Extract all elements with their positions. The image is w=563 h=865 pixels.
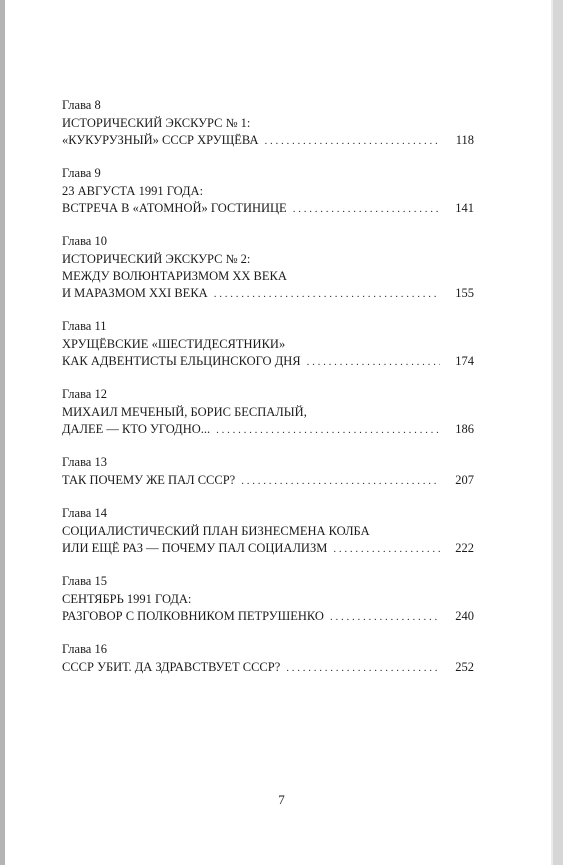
chapter-title-line: ХРУЩЁВСКИЕ «ШЕСТИДЕСЯТНИКИ» bbox=[62, 337, 286, 351]
toc-page-number: 141 bbox=[455, 201, 474, 215]
chapter-label: Глава 8 bbox=[62, 98, 101, 112]
chapter-label: Глава 12 bbox=[62, 387, 107, 401]
dot-leader bbox=[307, 354, 440, 371]
chapter-title-line: ТАК ПОЧЕМУ ЖЕ ПАЛ СССР? bbox=[62, 473, 236, 487]
page-number-folio: 7 bbox=[278, 792, 285, 807]
table-of-contents bbox=[62, 97, 474, 692]
toc-entry bbox=[62, 318, 474, 371]
chapter-label: Глава 13 bbox=[62, 455, 107, 469]
toc-leader-row bbox=[62, 472, 474, 490]
chapter-title-line: ВСТРЕЧА В «АТОМНОЙ» ГОСТИНИЦЕ bbox=[62, 201, 287, 215]
toc-leader-row bbox=[62, 285, 474, 303]
toc-page-number: 118 bbox=[455, 133, 474, 147]
toc-leader-row bbox=[62, 421, 474, 439]
chapter-title-line: МЕЖДУ ВОЛЮНТАРИЗМОМ XX ВЕКА bbox=[62, 269, 287, 283]
chapter-title-line: ДАЛЕЕ — КТО УГОДНО... bbox=[62, 422, 211, 436]
toc-page-number: 207 bbox=[455, 473, 474, 487]
toc-entry bbox=[62, 233, 474, 303]
page-right-edge bbox=[553, 0, 563, 865]
chapter-title-line: 23 АВГУСТА 1991 ГОДА: bbox=[62, 184, 204, 198]
toc-leader-row bbox=[62, 200, 474, 218]
dot-leader bbox=[286, 660, 440, 677]
dot-leader bbox=[333, 541, 440, 558]
dot-leader bbox=[214, 286, 440, 303]
toc-leader-row bbox=[62, 608, 474, 626]
dot-leader bbox=[241, 473, 440, 490]
chapter-title-line: КАК АДВЕНТИСТЫ ЕЛЬЦИНСКОГО ДНЯ bbox=[62, 354, 301, 368]
chapter-label: Глава 14 bbox=[62, 506, 107, 520]
chapter-label: Глава 11 bbox=[62, 319, 107, 333]
toc-leader-row bbox=[62, 659, 474, 677]
chapter-title-line: МИХАИЛ МЕЧЕНЫЙ, БОРИС БЕСПАЛЫЙ, bbox=[62, 405, 307, 419]
toc-entry bbox=[62, 505, 474, 558]
toc-entry bbox=[62, 573, 474, 626]
chapter-title-line: РАЗГОВОР С ПОЛКОВНИКОМ ПЕТРУШЕНКО bbox=[62, 609, 324, 623]
chapter-label: Глава 9 bbox=[62, 166, 101, 180]
dot-leader bbox=[293, 201, 440, 218]
toc-entry bbox=[62, 386, 474, 439]
toc-entry bbox=[62, 97, 474, 150]
chapter-label: Глава 16 bbox=[62, 642, 107, 656]
dot-leader bbox=[216, 422, 440, 439]
chapter-title-line: СЕНТЯБРЬ 1991 ГОДА: bbox=[62, 592, 192, 606]
toc-entry bbox=[62, 165, 474, 218]
toc-leader-row bbox=[62, 353, 474, 371]
dot-leader bbox=[264, 133, 440, 150]
chapter-title-line: ИСТОРИЧЕСКИЙ ЭКСКУРС № 1: bbox=[62, 116, 251, 130]
toc-entry bbox=[62, 454, 474, 490]
chapter-title-line: СОЦИАЛИСТИЧЕСКИЙ ПЛАН БИЗНЕСМЕНА КОЛБА bbox=[62, 524, 370, 538]
chapter-label: Глава 15 bbox=[62, 574, 107, 588]
toc-page-number: 155 bbox=[455, 286, 474, 300]
toc-page-number: 240 bbox=[455, 609, 474, 623]
toc-entry bbox=[62, 641, 474, 677]
chapter-label: Глава 10 bbox=[62, 234, 107, 248]
chapter-title-line: ИЛИ ЕЩЁ РАЗ — ПОЧЕМУ ПАЛ СОЦИАЛИЗМ bbox=[62, 541, 328, 555]
chapter-title-line: «КУКУРУЗНЫЙ» СССР ХРУЩЁВА bbox=[62, 133, 259, 147]
toc-page-number: 174 bbox=[455, 354, 474, 368]
dot-leader bbox=[330, 609, 440, 626]
chapter-title-line: ИСТОРИЧЕСКИЙ ЭКСКУРС № 2: bbox=[62, 252, 251, 266]
toc-page-number: 186 bbox=[455, 422, 474, 436]
chapter-title-line: СССР УБИТ. ДА ЗДРАВСТВУЕТ СССР? bbox=[62, 660, 281, 674]
page-left-edge bbox=[0, 0, 5, 865]
chapter-title-line: И МАРАЗМОМ XXI ВЕКА bbox=[62, 286, 208, 300]
toc-page-number: 222 bbox=[455, 541, 474, 555]
toc-page-number: 252 bbox=[455, 660, 474, 674]
toc-leader-row bbox=[62, 540, 474, 558]
toc-leader-row bbox=[62, 132, 474, 150]
